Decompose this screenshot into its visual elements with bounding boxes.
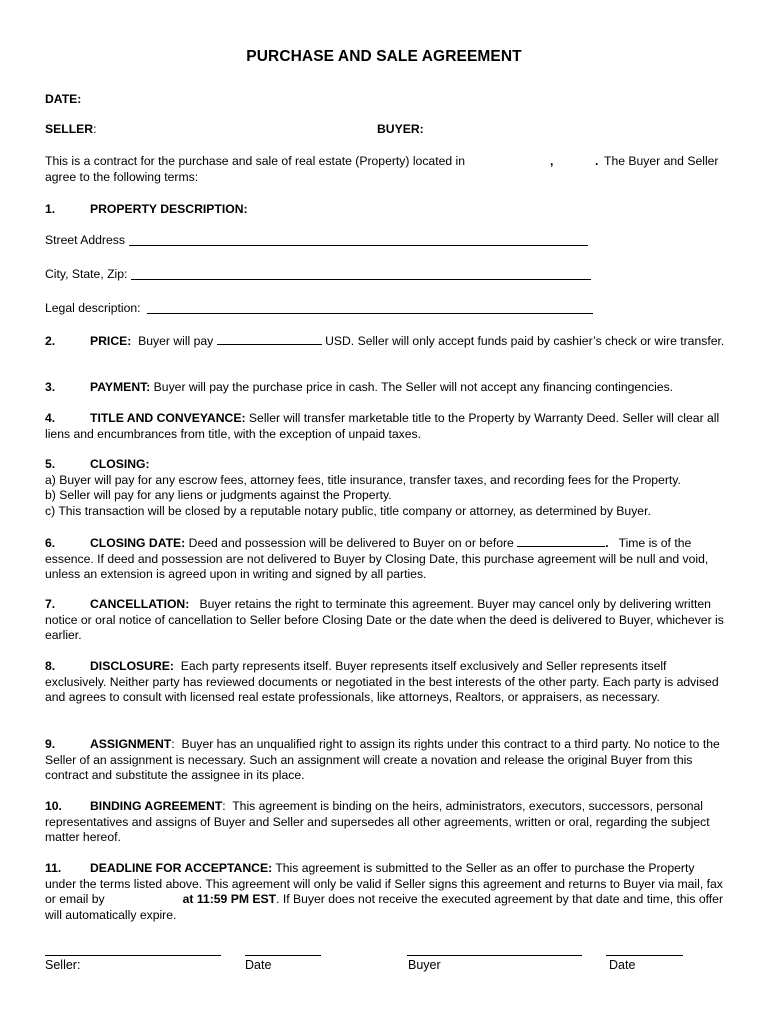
intro-text-line2: The Buyer and Seller	[604, 154, 719, 168]
section-6-closing-date: 6. CLOSING DATE: Deed and possession will be delivered to Buyer on or before . Time is of the essence. If deed and possession are not delivered to Buyer by Closing Date, this purchase agreement will be null and void, unless an extension is agreed upon in writing and signed by all parties.	[45, 536, 709, 582]
date-label: DATE:	[45, 92, 82, 106]
intro-period: .	[595, 154, 599, 168]
intro-text-line1: This is a contract for the purchase and sale of real estate (Property) located in	[45, 154, 466, 168]
seller-date-line[interactable]	[245, 955, 321, 956]
closing-date-field[interactable]	[517, 535, 605, 547]
section-11-deadline: 11. DEADLINE FOR ACCEPTANCE: This agreement is submitted to the Seller as an offer to purchase the Property under the terms listed above. This agreement will only be valid if Seller signs this agreement and returns to Buyer via mail, fax or email by at 11:59 PM EST. If Buyer does not receive the executed agreement by that date and time, this offer will automatically expire.	[45, 861, 724, 923]
price-field[interactable]	[217, 333, 322, 345]
seller-date-label: Date	[245, 958, 272, 972]
intro-text-line3: agree to the following terms:	[45, 170, 199, 184]
street-address-label: Street Address	[45, 233, 125, 247]
buyer-date-line[interactable]	[606, 955, 683, 956]
buyer-label: BUYER:	[377, 122, 424, 136]
closing-item-a: a) Buyer will pay for any escrow fees, attorney fees, title insurance, transfer taxes, and recording fees for the Property.	[45, 472, 681, 487]
seller-label: SELLER:	[45, 122, 97, 136]
street-address-field[interactable]	[129, 245, 588, 246]
section-7-cancellation: 7. CANCELLATION: Buyer retains the right to terminate this agreement. Buyer may cancel only by delivering written notice or oral notice of cancellation to Seller before Closing Date or the date when the deed is delivered to Buyer, whichever is earlier.	[45, 597, 724, 643]
section-10-binding-agreement: 10. BINDING AGREEMENT: This agreement is binding on the heirs, administrators, executors, successors, personal representatives and assigns of Buyer and Seller and supersedes all other agreements, written or oral, regarding the subject matter hereof.	[45, 799, 710, 845]
legal-description-field[interactable]	[147, 313, 593, 314]
section-3-payment: 3. PAYMENT: Buyer will pay the purchase price in cash. The Seller will not accept any financing contingencies.	[45, 380, 674, 394]
document-title: PURCHASE AND SALE AGREEMENT	[246, 48, 522, 65]
intro-comma: ,	[550, 154, 554, 168]
city-state-zip-field[interactable]	[131, 279, 591, 280]
section-8-disclosure: 8. DISCLOSURE: Each party represents itself. Buyer represents itself exclusively and Seller represents itself exclusively. Neither party has reviewed documents or negotiated in the best interests of the other party. Each party is advised and agrees to consult with licensed real estate professionals, like attorneys, Realtors, or appraisers, as necessary.	[45, 659, 719, 705]
section-2-price: 2. PRICE: Buyer will pay USD. Seller will only accept funds paid by cashier’s check or wire transfer.	[45, 334, 725, 348]
section-9-assignment: 9. ASSIGNMENT: Buyer has an unqualified right to assign its rights under this contract to a third party. No notice to the Seller of an assignment is necessary. Such an assignment will create a novation and release the original Buyer from this contract and substitute the assignee in its place.	[45, 737, 720, 783]
section-1-heading: 1. PROPERTY DESCRIPTION:	[45, 202, 248, 216]
closing-item-b: b) Seller will pay for any liens or judgments against the Property.	[45, 488, 392, 503]
buyer-signature-line[interactable]	[407, 955, 582, 956]
closing-item-c: c) This transaction will be closed by a reputable notary public, title company or attorney, as determined by Buyer.	[45, 504, 651, 519]
seller-signature-label: Seller:	[45, 958, 81, 972]
city-state-zip-label: City, State, Zip:	[45, 267, 128, 281]
seller-signature-line[interactable]	[45, 955, 221, 956]
legal-description-label: Legal description:	[45, 301, 141, 315]
buyer-signature-label: Buyer	[408, 958, 441, 972]
buyer-date-label: Date	[609, 958, 636, 972]
section-4-title-conveyance: 4. TITLE AND CONVEYANCE: Seller will transfer marketable title to the Property by Warranty Deed. Seller will clear all liens and encumbrances from title, with the exception of unpaid taxes.	[45, 411, 720, 441]
section-5-closing: 5. CLOSING: a) Buyer will pay for any escrow fees, attorney fees, title insurance, transfer taxes, and recording fees for the Property. b) Seller will pay for any liens or judgments against the Property. c) This transaction will be closed by a reputable notary public, title company or attorney, as determined by Buyer.	[45, 457, 725, 520]
